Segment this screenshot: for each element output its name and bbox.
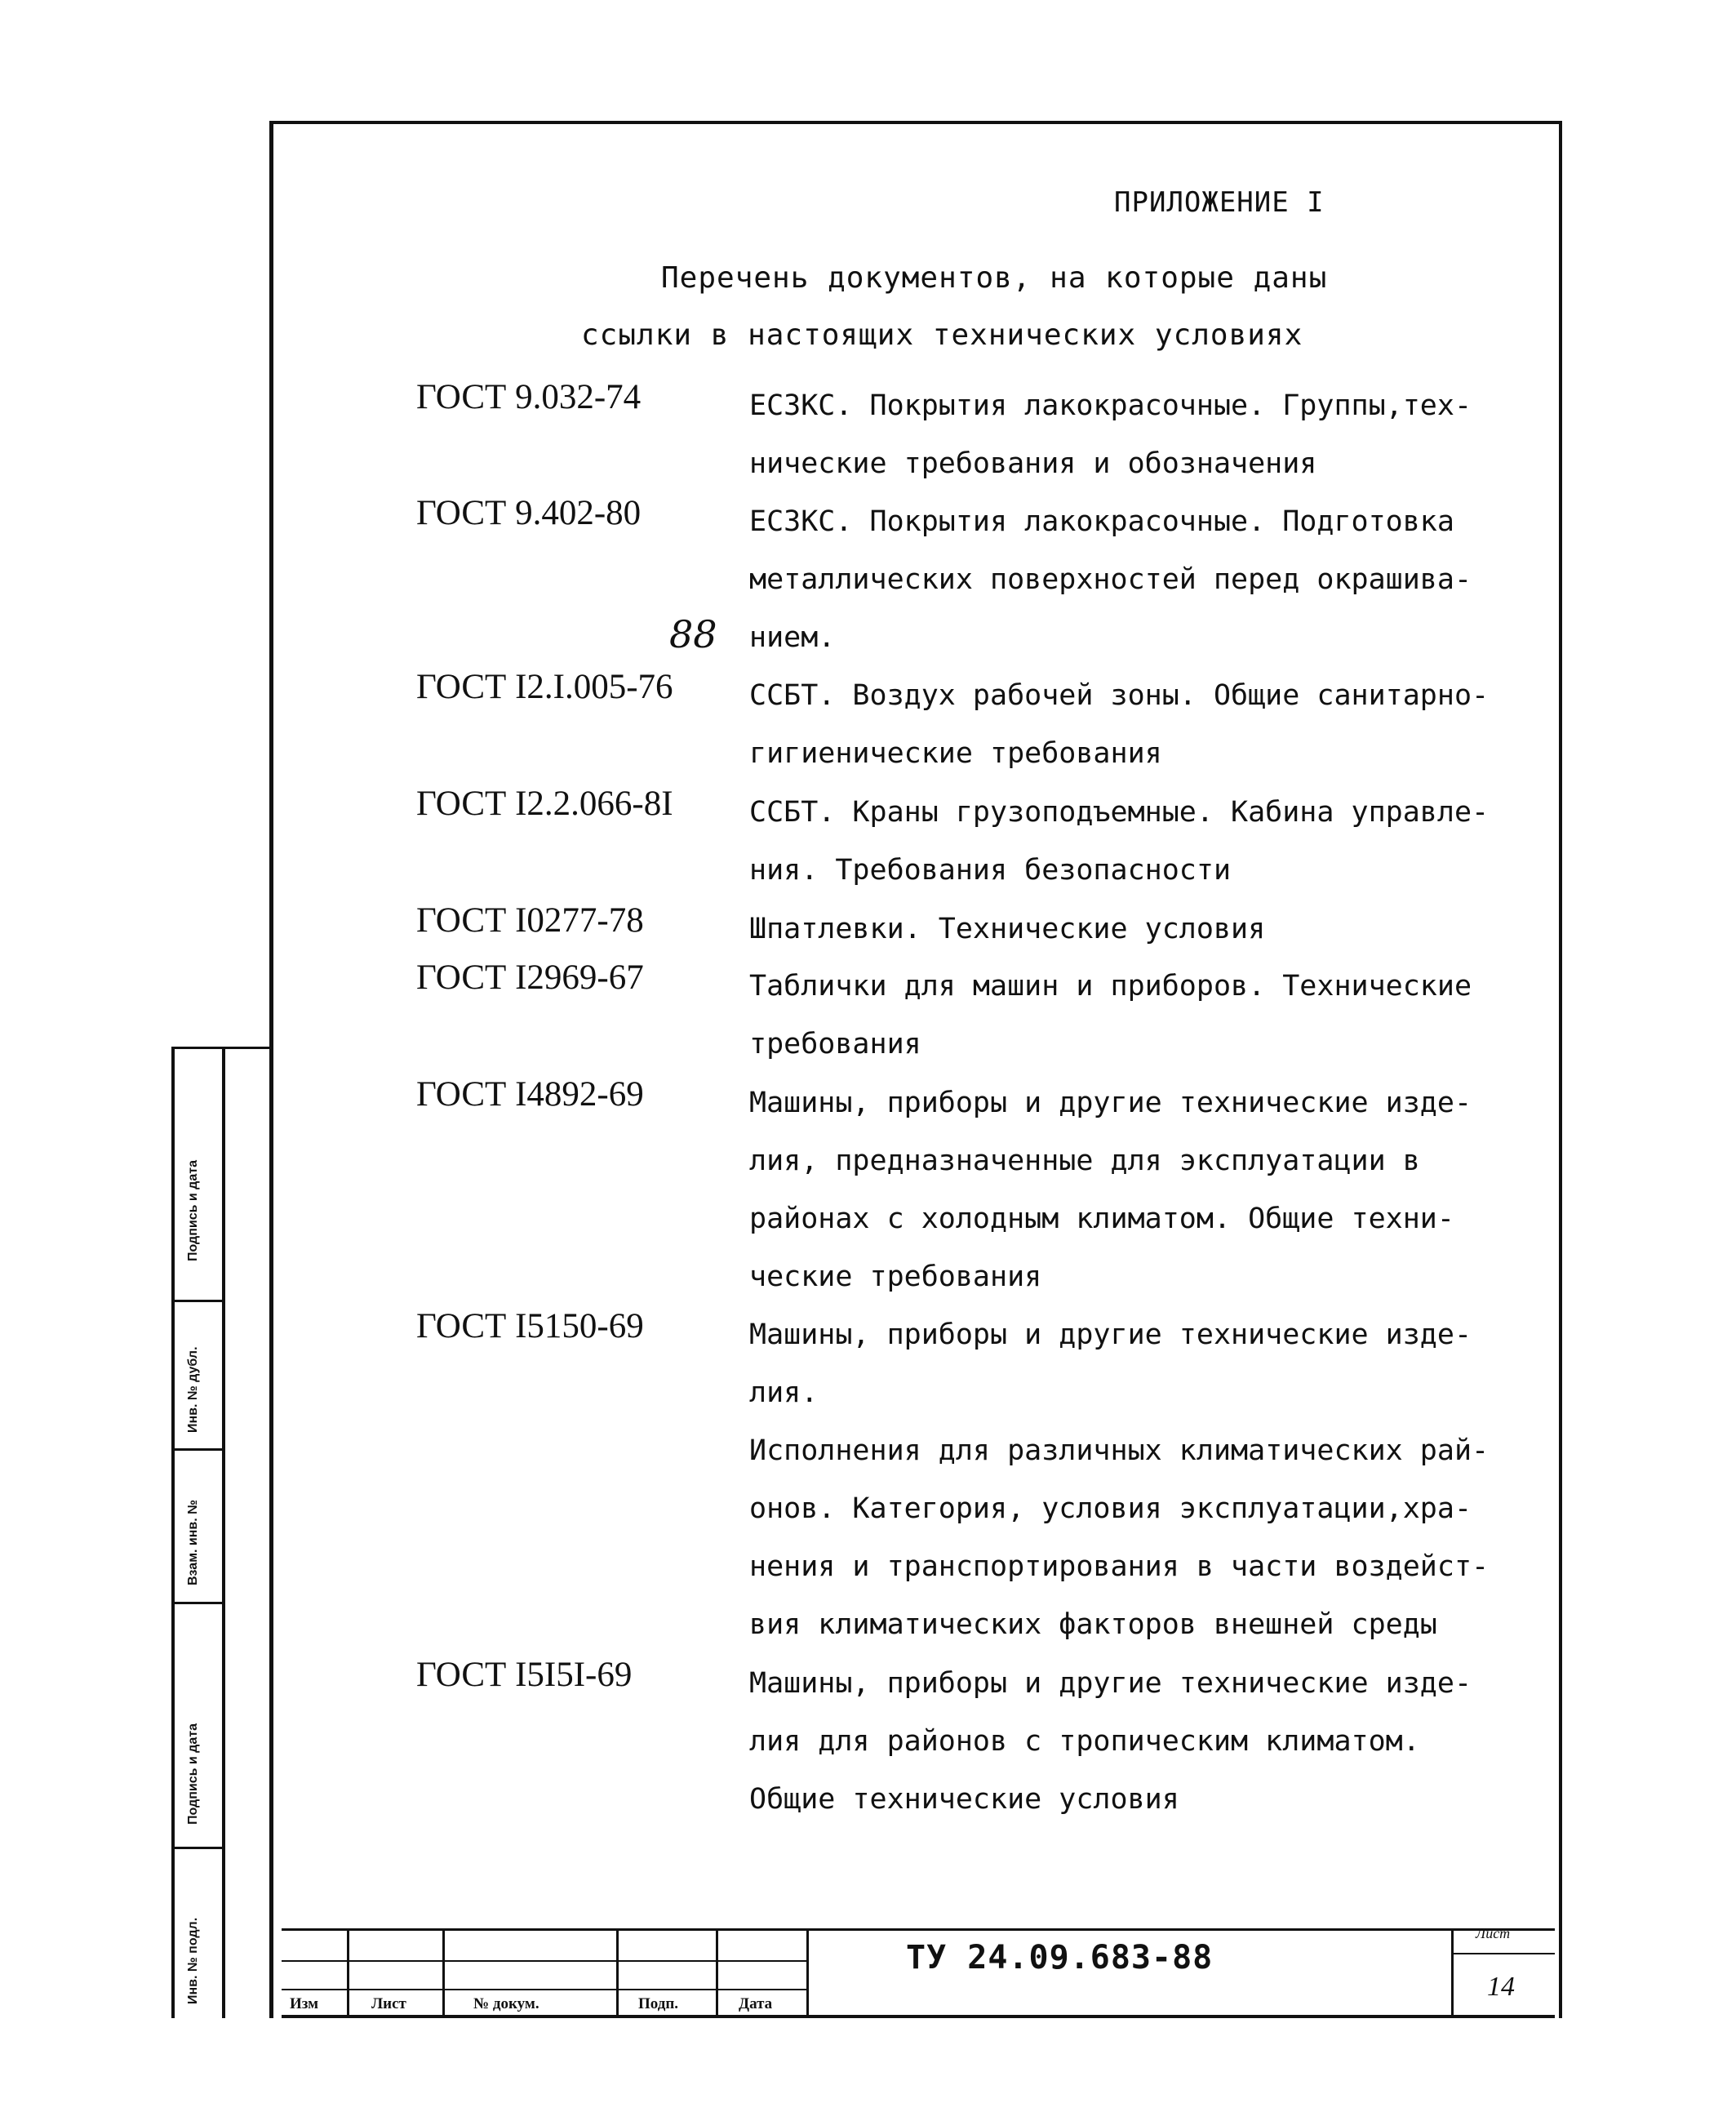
- gost-code: ГОСТ I2.2.066-8I: [416, 785, 673, 823]
- margin-label: Инв. № подл.: [186, 1917, 200, 2004]
- column-label: Лист: [371, 1995, 406, 2012]
- margin-connector: [219, 1047, 273, 1049]
- appendix-label: ПРИЛОЖЕНИЕ I: [1114, 186, 1325, 219]
- title-block-line: [282, 2015, 1555, 2018]
- column-label: Изм: [290, 1995, 319, 2012]
- gost-code: ГОСТ 9.402-80: [416, 494, 642, 532]
- margin-label: Подпись и дата: [186, 1160, 200, 1261]
- gost-description: Машины, приборы и другие технические изде- лия. Исполнения для различных климатических рай- онов. Категория, условия эксплуатации,хра- нения и транспортирования в части воздейст- вия климатических факторов внешней среды: [749, 1318, 1490, 1641]
- title-block-line: [282, 1989, 808, 1990]
- title-block-line: [347, 1928, 349, 2018]
- margin-cell: [175, 1047, 222, 1302]
- document-number: ТУ 24.09.683-88: [906, 1939, 1214, 1976]
- list-title-line-2: ссылки в настоящих технических условиях: [581, 318, 1303, 352]
- gost-description: Машины, приборы и другие технические изде- лия, предназначенные для эксплуатации в районах с холодным климатом. Общие техни- ческие требования: [749, 1087, 1472, 1293]
- margin-label: Инв. № дубл.: [186, 1346, 200, 1433]
- gost-code: ГОСТ I0277-78: [416, 901, 644, 940]
- margin-stamp: [171, 1047, 225, 2018]
- title-block-line: [1451, 1953, 1555, 1954]
- margin-cell: [175, 1300, 222, 1451]
- gost-description: ЕСЗКС. Покрытия лакокрасочные. Подготовка металлических поверхностей перед окрашива- нием.: [749, 505, 1472, 654]
- gost-code: ГОСТ I5I5I-69: [416, 1656, 633, 1694]
- title-block-line: [282, 1960, 808, 1962]
- gost-description: ЕСЗКС. Покрытия лакокрасочные. Группы,тех- нические требования и обозначения: [749, 389, 1472, 480]
- title-block-line: [442, 1928, 445, 2018]
- title-block-line: [616, 1928, 619, 2018]
- title-block-line: [716, 1928, 718, 2018]
- column-label: № докум.: [473, 1995, 539, 2012]
- title-block-line: [806, 1928, 809, 2018]
- list-title-line-1: Перечень документов, на которые даны: [661, 261, 1328, 295]
- gost-description: Шпатлевки. Технические условия: [749, 913, 1266, 945]
- gost-description: ССБТ. Краны грузоподъемные. Кабина управле- ния. Требования безопасности: [749, 796, 1490, 887]
- gost-code: ГОСТ I2969-67: [416, 958, 644, 997]
- handwritten-mark: 88: [669, 612, 717, 656]
- column-label: Подп.: [638, 1995, 679, 2012]
- margin-cell: [175, 1448, 222, 1604]
- margin-label: Взам. инв. №: [186, 1500, 200, 1585]
- column-label: Дата: [739, 1995, 773, 2012]
- margin-cell: [175, 1847, 222, 2021]
- sheet-number: 14: [1487, 1972, 1515, 2002]
- margin-label: Подпись и дата: [186, 1723, 200, 1825]
- gost-code: ГОСТ I2.I.005-76: [416, 668, 673, 706]
- gost-description: ССБТ. Воздух рабочей зоны. Общие санитарно- гигиенические требования: [749, 679, 1490, 770]
- gost-code: ГОСТ 9.032-74: [416, 378, 642, 416]
- margin-cell: [175, 1602, 222, 1849]
- sheet-label: Лист: [1476, 1925, 1511, 1941]
- gost-code: ГОСТ I5150-69: [416, 1307, 644, 1345]
- gost-description: Машины, приборы и другие технические изде- лия для районов с тропическим климатом. Общие технические условия: [749, 1667, 1472, 1816]
- title-block-line: [1451, 1928, 1454, 2018]
- gost-code: ГОСТ I4892-69: [416, 1075, 644, 1114]
- gost-description: Таблички для машин и приборов. Технические требования: [749, 970, 1472, 1060]
